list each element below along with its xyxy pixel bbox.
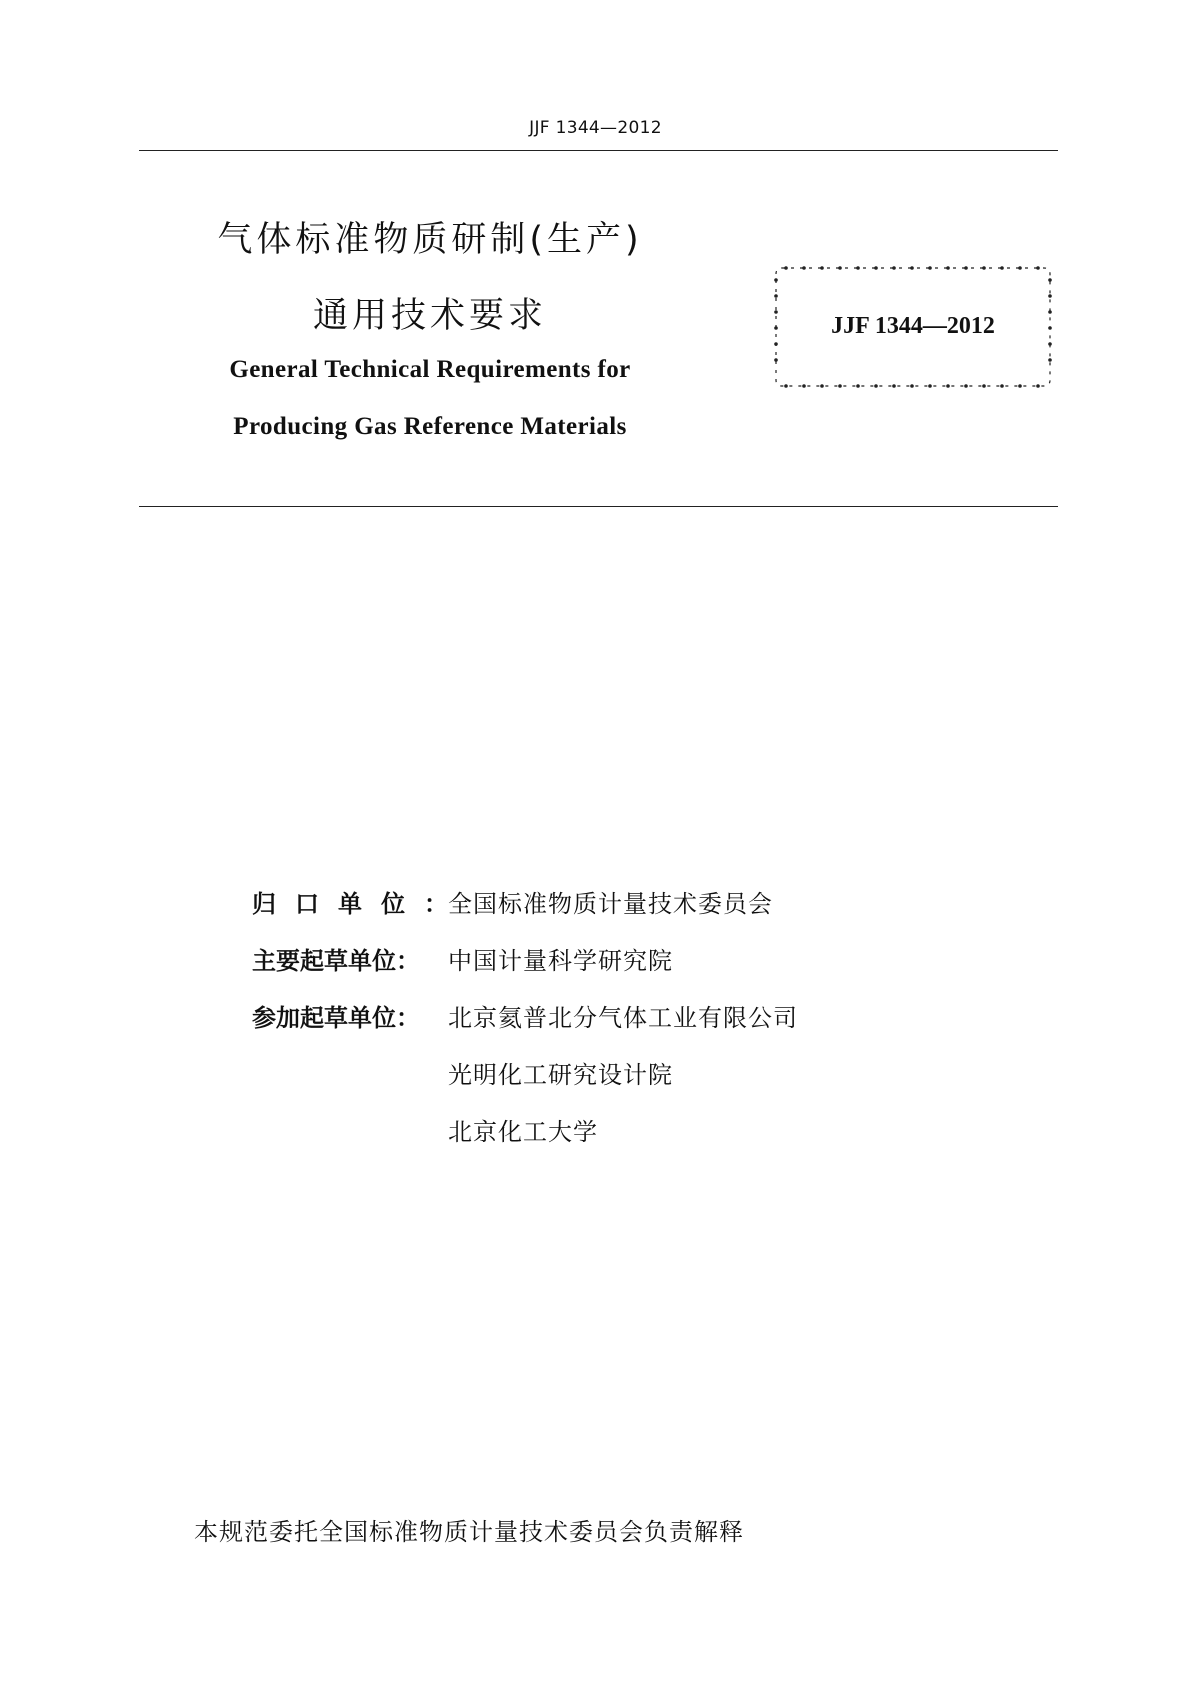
header-standard-code: JJF 1344—2012	[529, 118, 662, 138]
org-row-responsible	[252, 886, 773, 922]
org-label: 参加起草单位：	[252, 1004, 420, 1032]
header-rule	[139, 150, 1058, 151]
org-row-participating-2	[252, 1057, 673, 1093]
title-english-line-2: Producing Gas Reference Materials	[233, 413, 627, 440]
org-row-participating-3	[252, 1114, 598, 1150]
org-value: 全国标准物质计量技术委员会	[448, 890, 773, 918]
org-row-main-drafter	[252, 943, 673, 979]
title-english-line-1: General Technical Requirements for	[229, 356, 631, 383]
title-chinese-line-1: 气体标准物质研制(生产)	[217, 220, 643, 260]
org-row-participating-drafter	[252, 1000, 798, 1036]
org-value: 光明化工研究设计院	[448, 1061, 673, 1089]
title-section-rule	[139, 506, 1058, 507]
org-label: 主要起草单位：	[252, 947, 420, 975]
interpretation-note: 本规范委托全国标准物质计量技术委员会负责解释	[194, 1518, 744, 1546]
title-chinese-line-2: 通用技术要求	[312, 296, 547, 336]
org-label: 归口单位：	[252, 890, 467, 918]
org-value: 北京化工大学	[448, 1118, 598, 1146]
org-value: 中国计量科学研究院	[448, 947, 673, 975]
org-value: 北京氦普北分气体工业有限公司	[448, 1004, 798, 1032]
badge-standard-code: JJF 1344—2012	[831, 313, 995, 339]
